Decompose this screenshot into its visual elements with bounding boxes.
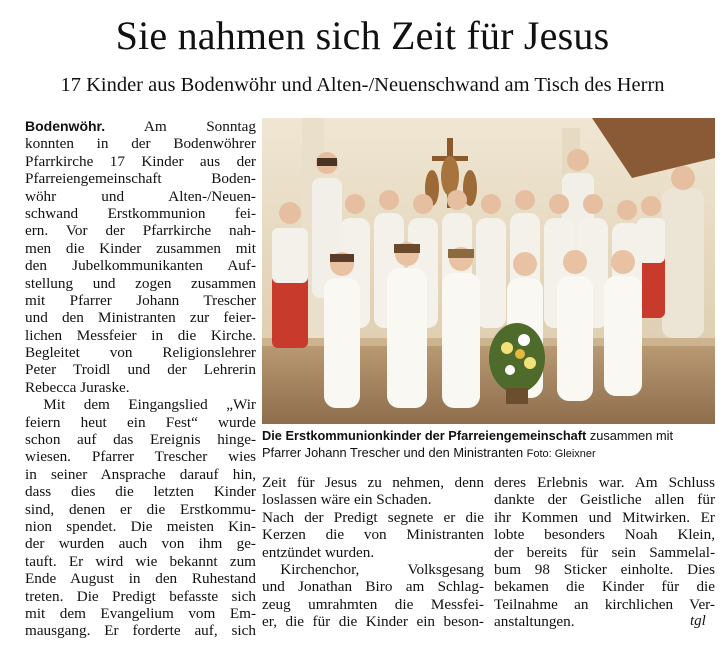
article-line: deres Erlebnis war. Am Schluss xyxy=(494,474,715,491)
group-photo-illustration xyxy=(262,118,715,424)
article-line: ern. Vor der Pfarrkirche nah- xyxy=(25,222,256,240)
article-line: dankte der Geistliche allen für xyxy=(494,491,715,509)
article-line: entzündet wurden. xyxy=(262,543,375,561)
article-line: wöhr und Alten-/Neuen- xyxy=(25,187,256,205)
article-line: anstaltungen. xyxy=(494,613,575,631)
article-line: Kirchenchor, Volksgesang xyxy=(280,560,484,578)
article-line: Mit dem Eingangslied „Wir xyxy=(43,396,256,414)
article-line: Pfarrkirche 17 Kinder aus der xyxy=(25,152,256,170)
article-line: schon auf das Ereignis hinge- xyxy=(25,431,256,449)
article-line: lichen Messfeier in die Kirche. xyxy=(25,326,256,344)
article-line: Pfarreiengemeinschaft Boden- xyxy=(25,170,256,188)
article-line: der wurden auch von ihm ge- xyxy=(25,535,256,553)
article-line: feiern heut ein Fest“ wurde xyxy=(25,413,256,431)
article-line: er, die für die Kinder ein beson- xyxy=(262,613,484,631)
caption-text: zusammen mit Pfarrer Johann Trescher und den Ministranten xyxy=(262,428,674,460)
article-line: Bodenwöhr. Am Sonntag xyxy=(25,118,256,135)
article-line: Rebecca Juraske. xyxy=(25,378,130,396)
article-line: ihr Kommen und Mitwirken. Er xyxy=(494,508,715,526)
headline: Sie nahmen sich Zeit für Jesus xyxy=(115,13,610,58)
article-line: stellung und zogen zusammen xyxy=(25,274,256,292)
article-line: Zeit für Jesus zu nehmen, denn xyxy=(262,474,484,491)
article-line: lobte besonders Noah Klein, xyxy=(494,526,715,544)
article-line: wiesen. Pfarrer Trescher wies xyxy=(25,448,256,466)
article-line: nion spendet. Die meisten Kin- xyxy=(25,517,256,535)
dateline: Bodenwöhr. xyxy=(25,118,106,134)
article-line: Kerzen die von Ministranten xyxy=(262,526,484,544)
article-line: der bereits für sein Sammelal- xyxy=(494,543,715,561)
article-line: Nach der Predigt segnete er die xyxy=(262,508,484,526)
article-line: bekamen die Kinder für die xyxy=(494,578,715,596)
article-line: treten. Die Predigt befasste sich xyxy=(25,587,256,605)
article-line: mausgang. Er forderte auf, sich xyxy=(25,622,256,640)
article-line: mit dem Evangelium vom Em- xyxy=(25,604,256,622)
article-line: konnten in der Bodenwöhrer xyxy=(25,135,256,153)
article-line: tauft. Er wird wie bekannt zum xyxy=(25,552,256,570)
article-line: Ende August in den Ruhestand xyxy=(25,570,256,588)
article-line: Begleitet von Religionslehrer xyxy=(25,344,256,362)
photo-caption xyxy=(262,427,715,463)
article-line: dass dies die letzten Kinder xyxy=(25,483,256,501)
article-column-2 xyxy=(262,474,484,631)
article-column-3 xyxy=(494,474,715,631)
article-line: loslassen wäre ein Schaden. xyxy=(262,491,432,509)
subheadline: 17 Kinder aus Bodenwöhr und Alten-/Neuenschwand am Tisch des Herrn xyxy=(60,74,665,96)
caption-bold: Die Erstkommunionkinder der Pfarreiengemeinschaft xyxy=(262,428,587,443)
article-column-1 xyxy=(25,118,256,640)
article-line: men die Kinder zusammen mit xyxy=(25,239,256,257)
article-line: bum 98 Sticker einholte. Dies xyxy=(494,560,715,578)
article-line: und Jonathan Biro am Schlag- xyxy=(262,578,484,596)
author-initials: tgl xyxy=(690,613,706,629)
article-line: zeug umrahmten die Messfei- xyxy=(262,595,484,613)
group-photo xyxy=(262,118,715,424)
photo-credit: Foto: Gleixner xyxy=(526,448,596,460)
article-line: sind, denen er die Erstkommu- xyxy=(25,500,256,518)
article-line: Teilnahme an kirchlichen Ver- xyxy=(494,595,715,613)
article-line: mit Pfarrer Johann Trescher xyxy=(25,291,256,309)
article-line: in seiner Ansprache darauf hin, xyxy=(25,465,256,483)
article-line: Peter Troidl und der Lehrerin xyxy=(25,361,256,379)
article-line: und den Ministranten zur feier- xyxy=(25,309,256,327)
article-line: den Jubelkommunikanten Auf- xyxy=(25,257,256,275)
article-line: schwand Erstkommunion fei- xyxy=(25,204,256,222)
